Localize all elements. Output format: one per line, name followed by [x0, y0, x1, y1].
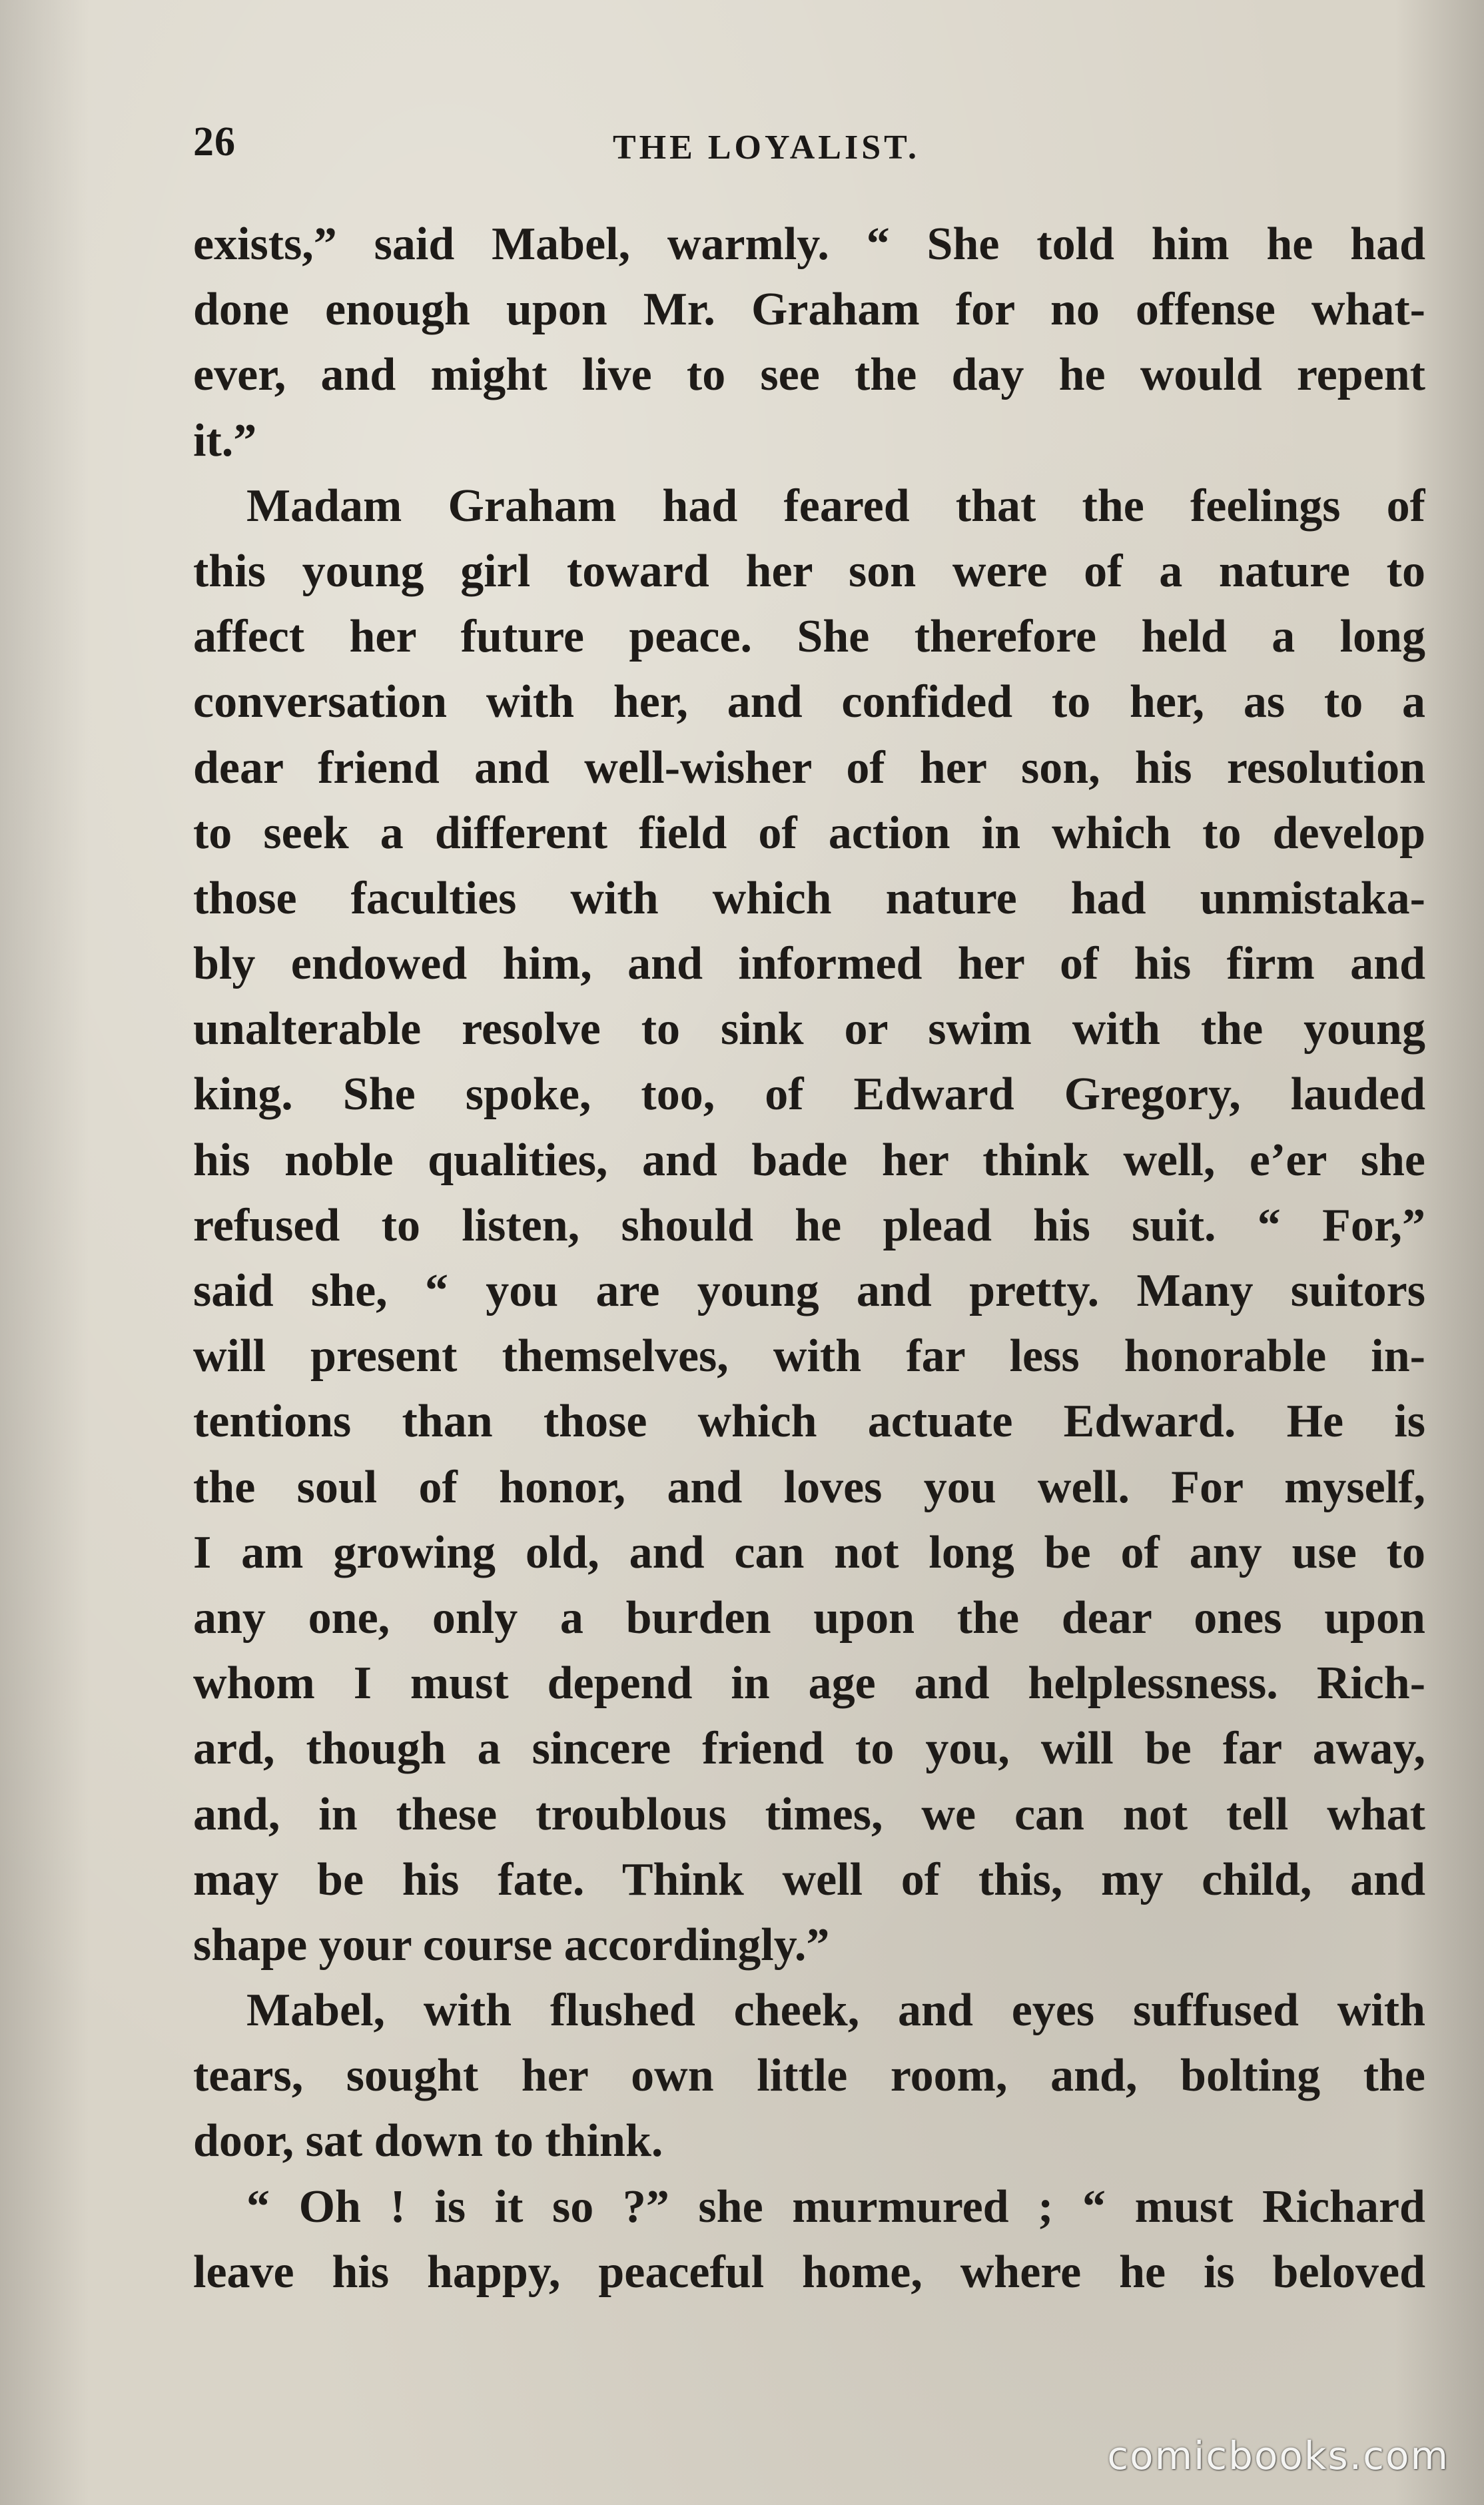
text-line: done enough upon Mr. Graham for no offense what- [193, 284, 1425, 336]
text-line: whom I must depend in age and helplessness. Rich- [193, 1658, 1425, 1710]
watermark: comicbooks.com [1107, 2433, 1449, 2478]
text-line: Madam Graham had feared that the feelings of [246, 480, 1425, 532]
text-line: those faculties with which nature had unmistaka- [193, 872, 1425, 924]
text-line: Mabel, with flushed cheek, and eyes suffused with [246, 1985, 1425, 2037]
text-line: shape your course accordingly.” [193, 1919, 830, 1971]
text-line: refused to listen, should he plead his suit. “ For,” [193, 1199, 1425, 1251]
text-line: I am growing old, and can not long be of any use to [193, 1526, 1425, 1578]
text-line: tentions than those which actuate Edward. He is [193, 1396, 1425, 1448]
page-number: 26 [193, 119, 236, 165]
text-line: exists,” said Mabel, warmly. “ She told him he had [193, 219, 1425, 270]
running-head: THE LOYALIST. [613, 129, 920, 167]
body-text [193, 212, 1425, 2305]
text-line: to seek a different field of action in which to develop [193, 807, 1425, 859]
text-line: leave his happy, peaceful home, where he is beloved [193, 2246, 1425, 2298]
text-line: ever, and might live to see the day he would repent [193, 349, 1425, 401]
text-line: king. She spoke, too, of Edward Gregory, lauded [193, 1069, 1425, 1121]
text-line: ard, though a sincere friend to you, will be far away, [193, 1723, 1425, 1775]
text-line: any one, only a burden upon the dear ones upon [193, 1592, 1425, 1644]
text-line: and, in these troublous times, we can not tell what [193, 1788, 1425, 1840]
text-line: this young girl toward her son were of a nature to [193, 545, 1425, 597]
text-line: affect her future peace. She therefore held a long [193, 611, 1425, 663]
text-line: door, sat down to think. [193, 2115, 663, 2167]
text-line: conversation with her, and confided to her, as to a [193, 676, 1425, 728]
text-line: it.” [193, 414, 257, 466]
text-line: said she, “ you are young and pretty. Many suitors [193, 1265, 1425, 1316]
text-line: bly endowed him, and informed her of his firm and [193, 938, 1425, 990]
page-header [193, 119, 1429, 172]
text-line: “ Oh ! is it so ?” she murmured ; “ must Richard [246, 2181, 1425, 2233]
text-line: tears, sought her own little room, and, bolting the [193, 2050, 1425, 2102]
text-line: will present themselves, with far less honorable in- [193, 1330, 1425, 1382]
text-line: unalterable resolve to sink or swim with the young [193, 1003, 1425, 1055]
text-line: dear friend and well-wisher of her son, his resolution [193, 742, 1425, 793]
text-line: may be his fate. Think well of this, my child, and [193, 1853, 1425, 1905]
text-line: his noble qualities, and bade her think well, e’er she [193, 1134, 1425, 1186]
text-line: the soul of honor, and loves you well. For myself, [193, 1461, 1425, 1513]
